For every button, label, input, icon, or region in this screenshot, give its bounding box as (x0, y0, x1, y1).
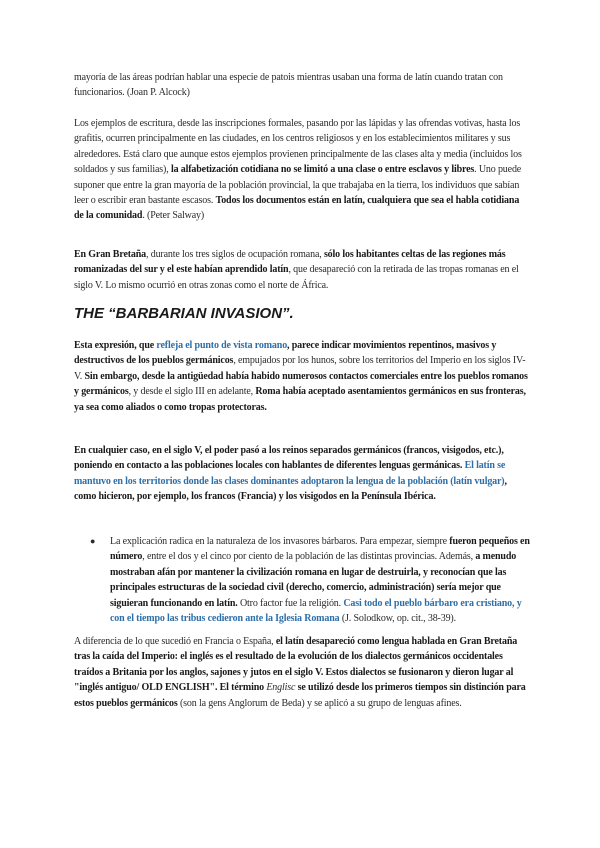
text: Otro factor fue la religión. (237, 597, 344, 609)
bold-text: se utilizó desde los primeros tiempos sin distinción para estos pueblos germánicos (74, 682, 526, 709)
text: (J. Solodkow, op. cit., 38-39). (339, 613, 456, 625)
text: Los ejemplos de escritura, desde las inscripciones formales, pasando por las lápidas y las ofrendas votivas, hasta los grafitis, ocurren principalmente en las ciudades, en los centros religiosos y en los establecimientos militares y sus alrededores. Está claro que aunque estos ejemplos provienen principalmente de las clases alta y media (incluidos los soldados y sus familias), (74, 118, 522, 176)
bold-text: Todos los documentos están en latín, cualquiera que sea el habla cotidiana de la comunidad (74, 195, 520, 222)
bold-text: sólo los habitantes celtas de las regiones más romanizadas del sur y el este habían aprendido latín (74, 249, 506, 276)
paragraph-expression (74, 338, 530, 415)
bullet-icon: ● (90, 536, 96, 546)
bullet-list-item (92, 534, 534, 626)
bold-text: el latín desapareció como lengua hablada en Gran Bretaña tras la caída del Imperio: el inglés es el resultado de la evolución de los dialectos germánicos occidentales traídos a Britania por los anglos, sajones y jutos en el siglo V. Estos dialectos se fusionaron y dieron lugar al "inglés antiguo/ OLD ENGLISH". El término (74, 636, 518, 694)
paragraph-alcock (74, 70, 530, 101)
italic-text: Englisc (266, 682, 296, 694)
bold-text: , parece indicar movimientos repentinos, masivos y destructivos de los pueblos germánicos (74, 340, 497, 367)
bold-text: a menudo mostraban afán por mantener la civilización romana en lugar de destruirla, y reconocían que las principales estructuras de la sociedad civil (derecho, comercio, administración) sería mejor que siguieran funcionando en latín. (110, 551, 517, 609)
bold-text: En Gran Bretaña (74, 249, 147, 260)
text: . (Peter Salway) (142, 210, 205, 222)
text: , que desapareció con la retirada de las tropas romanas en el siglo V. Lo mismo ocurrió en otras zonas como el norte de África. (74, 264, 519, 291)
bullet-text (110, 534, 534, 626)
text: , entre el dos y el cinco por ciento de la población de las distintas provincias. Además, (142, 551, 476, 563)
text: . Uno puede suponer que entre la gran mayoría de la población provincial, la que trabajaba en la tierra, los individuos que sabían leer o escribir eran bastante escasos. (74, 164, 522, 207)
text: mayoría de las áreas podrían hablar una especie de patois mientras usaban una forma de latín cuando tratan con funcionarios. (Joan P. Alcock) (74, 72, 503, 99)
bold-text: fueron pequeños en número (110, 536, 530, 563)
text: , y desde el siglo III en adelante, (128, 386, 256, 398)
bold-text: Sin embargo, desde la antigüedad había habido numerosos contactos comerciales entre los pueblos romanos y germánicos (74, 370, 528, 398)
bold-text: Esta expresión, que (74, 340, 157, 351)
paragraph-kingdoms (74, 443, 530, 505)
paragraph-salway (74, 116, 530, 224)
bold-text: la alfabetización cotidiana no se limitó a una clase o entre esclavos y libres (170, 164, 475, 176)
text: , durante los tres siglos de ocupación romana, (146, 249, 324, 260)
bold-text: Roma había aceptado asentamientos germánicos en sus fronteras, ya sea como aliados o como tropas protectoras. (74, 386, 526, 413)
paragraph-old-english (74, 634, 530, 711)
highlighted-text: refleja el punto de vista romano (156, 340, 288, 351)
text: , empujados por los hunos, sobre los territorios del Imperio en los siglos IV-V. (74, 355, 526, 382)
bold-text: , como hicieron, por ejemplo, los francos (Francia) y los visigodos en la Península Ibérica. (74, 475, 507, 503)
text: La explicación radica en la naturaleza de los invasores bárbaros. Para empezar, siempre (110, 536, 450, 547)
text: (son la gens Anglorum de Beda) y se aplicó a su grupo de lenguas afines. (177, 697, 462, 709)
section-heading: THE “BARBARIAN INVASION”. (74, 305, 294, 322)
highlighted-text: El latín se mantuvo en los territorios donde las clases dominantes adoptaron la lengua de la población (latín vulgar) (74, 460, 506, 487)
bold-text: En cualquier caso, en el siglo V, el poder pasó a los reinos separados germánicos (francos, visigodos, etc.), poniendo en contacto a las poblaciones locales con hablantes de diferentes lenguas germánicas. (74, 445, 504, 472)
text: A diferencia de lo que sucedió en Francia o España, (74, 636, 276, 647)
paragraph-britain (74, 247, 530, 293)
highlighted-text: Casi todo el pueblo bárbaro era cristiano, y con el tiempo las tribus cedieron ante la Iglesia Romana (110, 597, 522, 625)
